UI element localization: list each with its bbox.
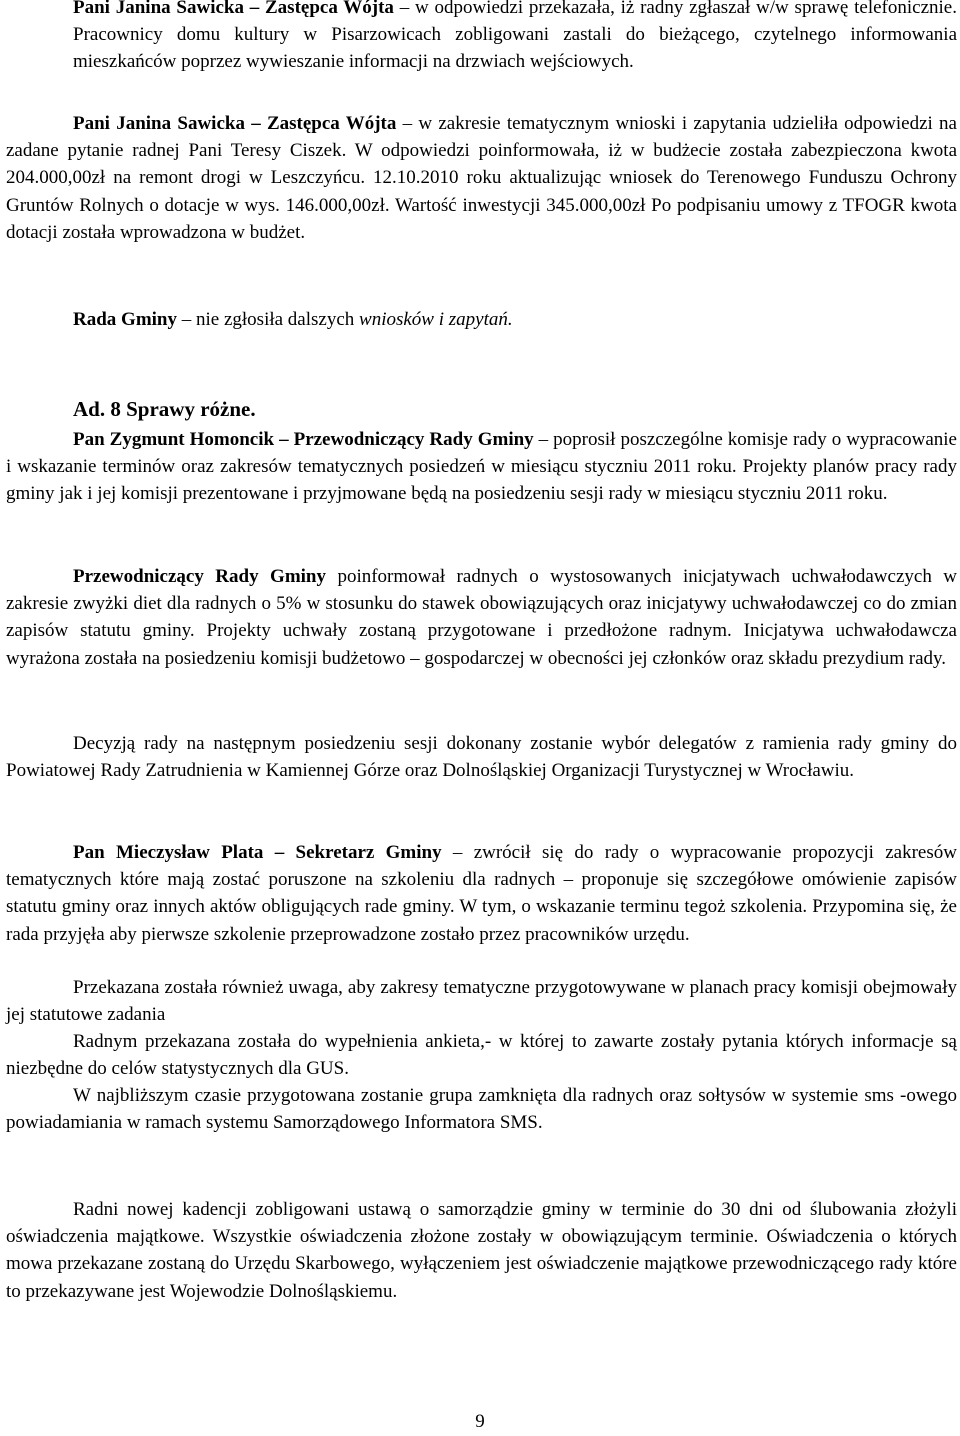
section-heading: Ad. 8 Sprawy różne. [73, 397, 256, 421]
paragraph-text: – nie zgłosiła dalszych [177, 309, 360, 330]
paragraph-italic: wniosków i zapytań. [359, 309, 513, 330]
paragraph-text: Decyzją rady na następnym posiedzeniu sesji dokonany zostanie wybór delegatów z ramienia rady gminy do Powiatowej Rady Zatrudnienia w Kamiennej Górze oraz Dolnośląskiej Organizacji Turystycznej w Wrocławiu. [6, 733, 957, 782]
paragraph-text: – poprosił poszczególne komisje rady o wypracowanie i wskazanie terminów oraz zakresów tematycznych posiedzeń w miesiącu styczniu 2011 roku. Projekty planów pracy rady gminy jak i jej komisji prezentowane i przyjmowane będą na posiedzeniu sesji rady w miesiącu styczniu 2011 roku. [6, 429, 957, 505]
paragraph-text: poinformował radnych o wystosowanych inicjatywach uchwałodawczych w zakresie zwyżki diet dla radnych o 5% w stosunku do stawek obowiązujących oraz inicjatywy uchwałodawczej co do zmian zapisów statutu gminy. Projekty uchwały zostaną przygotowane i przedłożone radnym. Inicjatywa uchwałodawcza wyrażona została na posiedzeniu komisji budżetowo – gospodarczej w obecności jej członków oraz składu prezydium rady. [6, 566, 958, 669]
paragraph [6, 110, 957, 246]
speaker-name: Pan Mieczysław Plata – Sekretarz Gminy [73, 842, 442, 863]
paragraph [6, 730, 957, 784]
speaker-name: Przewodniczący Rady Gminy [73, 566, 326, 587]
speaker-name: Pani Janina Sawicka – Zastępca Wójta [73, 113, 397, 134]
paragraph-text: – zwrócił się do rady o wypracowanie propozycji zakresów tematycznych które mają zostać poruszone na szkoleniu dla radnych – proponuje się szczegółowe omówienie zapisów statutu gminy oraz innych aktów obligujących rade gminy. W tym, o wskazanie terminu tegoż szkolenia. Przypomina się, że rada przyjęła aby pierwsze szkolenie przeprowadzone zostało przez pracowników urzędu. [6, 842, 957, 945]
speaker-name: Rada Gminy [73, 309, 177, 330]
paragraph-text: Radni nowej kadencji zobligowani ustawą o samorządzie gminy w terminie do 30 dni od ślubowania złożyli oświadczenia majątkowe. Wszystkie oświadczenia złożone zostały w obowiązującym terminie. Oświadczenia o których mowa przekazane zostaną do Urzędu Skarbowego, wyłączeniem jest oświadczenie majątkowe przewodniczącego rady które to przekazywane jest Wojewodzie Dolnośląskiemu. [6, 1199, 957, 1302]
paragraph [6, 306, 957, 333]
paragraph [6, 1028, 957, 1082]
paragraph-text: – w zakresie tematycznym wnioski i zapytania udzieliła odpowiedzi na zadane pytanie radnej Pani Teresy Ciszek. W odpowiedzi poinformowała, iż w budżecie została zabezpieczona kwota 204.000,00zł na remont drogi w Leszczyńcu. 12.10.2010 roku aktualizując wniosek do Terenowego Funduszu Ochrony Gruntów Rolnych o dotacje w wys. 146.000,00zł. Wartość inwestycji 345.000,00zł Po podpisaniu umowy z TFOGR kwota dotacji została wprowadzona w budżet. [6, 113, 957, 243]
paragraph [6, 563, 957, 672]
paragraph-text: – w odpowiedzi przekazała, iż radny zgłaszał w/w sprawę telefonicznie. Pracownicy domu kultury w Pisarzowicach zobligowani zastali do bieżącego, czytelnego informowania mieszkańców poprzez wywieszanie informacji na drzwiach wejściowych. [73, 0, 957, 73]
paragraph [6, 1082, 957, 1136]
paragraph [6, 426, 957, 508]
paragraph [6, 1196, 957, 1305]
paragraph [73, 0, 957, 76]
speaker-name: Pan Zygmunt Homoncik – Przewodniczący Rady Gminy [73, 429, 534, 450]
paragraph [6, 974, 957, 1028]
paragraph-text: W najbliższym czasie przygotowana zostanie grupa zamknięta dla radnych oraz sołtysów w systemie sms -owego powiadamiania w ramach systemu Samorządowego Informatora SMS. [6, 1085, 957, 1134]
paragraph [6, 839, 957, 948]
speaker-name: Pani Janina Sawicka – Zastępca Wójta [73, 0, 394, 18]
paragraph-text: Radnym przekazana została do wypełnienia ankieta,- w której to zawarte zostały pytania których informacje są niezbędne do celów statystycznych dla GUS. [6, 1031, 957, 1080]
page-number: 9 [475, 1411, 485, 1432]
paragraph-text: Przekazana została również uwaga, aby zakresy tematyczne przygotowywane w planach pracy komisji obejmowały jej statutowe zadania [6, 977, 957, 1026]
